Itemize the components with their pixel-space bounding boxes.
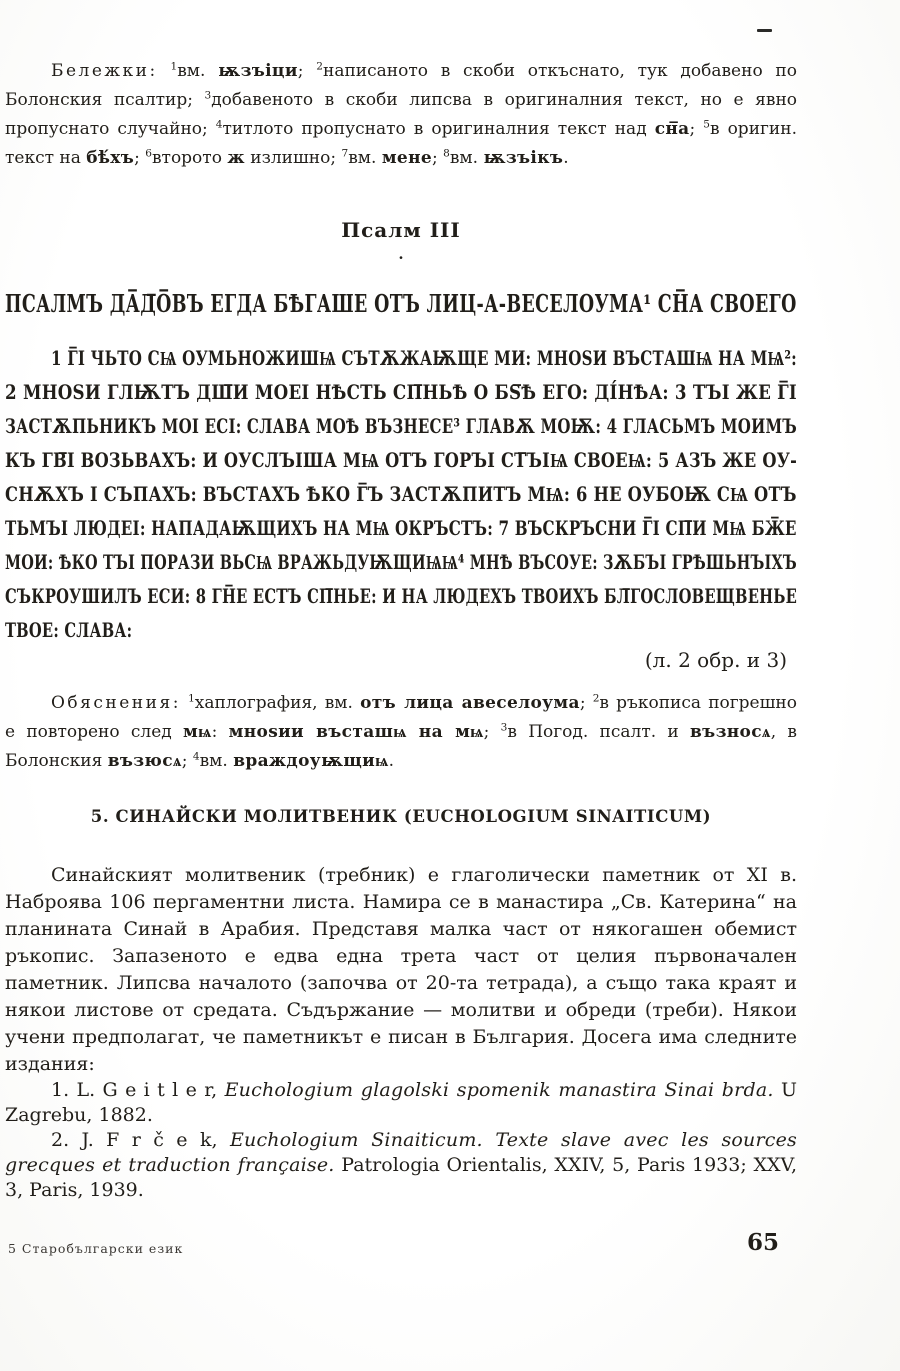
- explanations-paragraph: [5, 689, 797, 776]
- ocs-word: враждоуѭщиѩ: [233, 751, 389, 771]
- ocs-word: ѭзъіци: [218, 61, 298, 81]
- text-segment: излишно;: [244, 148, 342, 168]
- biblio-title: Euchologium glagolski spomenik manastira Sinai brda.: [224, 1079, 774, 1101]
- text-segment: в Погод. псалт. и: [507, 722, 691, 742]
- page-number: 65: [746, 1229, 779, 1256]
- text-segment: [158, 61, 171, 81]
- text-segment: Бележки:: [51, 61, 158, 81]
- psalm-line: ТВОЕ: СЛАВА:: [5, 618, 133, 642]
- text-segment: добавеното в скоби липсва в оригиналния текст, но е явно пропуснато случайно;: [5, 90, 798, 139]
- page-content: [5, 0, 797, 1256]
- text-segment: Обяснения:: [51, 693, 181, 713]
- text-segment: 1: [188, 692, 195, 705]
- text-segment: 6: [145, 147, 152, 160]
- text-segment: 3: [204, 89, 212, 102]
- text-segment: 7: [341, 147, 349, 160]
- psalm-line: СНѪХЪ І СЪПАХЪ: ВЪСТАХЪ ѢКО Г̅Ъ ЗАСТѪПИТЪ МѨ: 6 НЕ ОУБОѬ СѨ ОТЪ: [5, 482, 797, 506]
- folio-reference: (л. 2 обр. и 3): [644, 648, 787, 672]
- bibliography-entry: [5, 1078, 797, 1128]
- psalm-title-ocs: ПСАЛМЪ ДА̅Д̅О̅ВЪ ЕГДА БѢГАШЕ ОТЪ ЛИЦ-А-ВЕСЕЛОУМА¹ СН̅А СВОЕГО: [5, 289, 797, 318]
- text-segment: 4: [215, 118, 223, 131]
- signature-note: 5 Старобългарски език: [8, 1241, 184, 1256]
- biblio-author: 1. L. G e i t l e r,: [51, 1079, 225, 1101]
- text-segment: титлото пропуснато в оригиналния текст над: [222, 119, 655, 139]
- text-segment: 2: [316, 60, 323, 73]
- text-segment: вм.: [449, 148, 484, 168]
- text-segment: вм.: [199, 751, 234, 771]
- ocs-word: възюсѧ: [107, 751, 182, 771]
- ocs-word: мене: [381, 148, 433, 168]
- text-segment: в ръкописа погрешно е повторено след: [5, 693, 797, 742]
- psalm-body: [5, 341, 797, 647]
- ocs-word: отъ лица авеселоума: [360, 693, 580, 713]
- text-segment: ;: [181, 751, 193, 771]
- text-segment: , в Болонския: [5, 722, 797, 771]
- biblio-title: Euchologium Sinaiticum. Texte slave avec les sources grecques et traduction française.: [5, 1129, 798, 1176]
- corner-mark: [757, 29, 772, 32]
- text-segment: второто: [151, 148, 228, 168]
- psalm-line: МОИ: ѢКО ТЪІ ПОРАЗИ ВЬСѨ ВРАЖЬДУѬЩИѨѨ⁴ МНѢ ВЪСОУЕ: ЗѪБЪІ ГРѢШЬНЪІХЪ: [5, 550, 797, 574]
- text-segment: 8: [443, 147, 450, 160]
- psalm-line: СЪКРОУШИЛЪ ЕСИ: 8 ГН̅Е ЕСТЪ СП̅НЬЕ: И НА ЛЮДЕХЪ ТВОИХЪ БЛ̅ГОСЛОВЕЩВЕНЬЕ: [5, 584, 798, 608]
- ocs-word: ѭзъікъ: [483, 148, 564, 168]
- text-segment: ;: [134, 148, 146, 168]
- biblio-imprint: Patrologia Orientalis, XXIV, 5, Paris 1933; XXV, 3, Paris, 1939.: [5, 1154, 797, 1201]
- text-segment: .: [563, 148, 569, 168]
- biblio-imprint: U Zagrebu, 1882.: [5, 1079, 797, 1126]
- text-segment: 3: [500, 721, 508, 734]
- text-segment: ;: [297, 61, 317, 81]
- text-segment: ;: [689, 119, 704, 139]
- text-segment: :: [211, 722, 229, 742]
- ocs-word: възносѧ: [690, 722, 771, 742]
- psalm-line: КЪ ГВ̅І ВОЗЬВАХЪ: И ОУСЛЪІША МѨ ОТЪ ГОРЪІ СТ̅ЪІѨ СВОЕѨ: 5 АЗЪ ЖЕ ОУ-: [5, 448, 798, 472]
- ocs-word: сн̅а: [654, 119, 690, 139]
- psalm-line: 1 Г̅І ЧЬТО СѨ ОУМЬНОЖИШѨ СЪТѪЖАѬЩЕ МИ: МНОЅИ ВЪСТАШѨ НА МѨ²:: [51, 346, 797, 370]
- psalm-line: ЗАСТѪПЬНИКЪ МОІ ЕСІ: СЛАВА МОѢ ВЪЗНЕСЕ³ ГЛАВѪ МОѬ: 4 ГЛАСЬМЪ МОИМЪ: [5, 414, 797, 438]
- bibliography: [5, 1078, 797, 1203]
- text-segment: 5: [703, 118, 710, 131]
- ocs-word: бѣ́хъ: [86, 148, 135, 168]
- text-segment: ;: [579, 693, 593, 713]
- page-footer: [5, 1229, 797, 1256]
- psalm-line: 2 МНОЅИ ГЛѬТЪ ДШ̅И МОЕІ НѢСТЬ СП̅НЬѢ О БЅ̅Ѣ ЕГО: ДІ́НѢА: 3 ТЪІ ЖЕ Г̅І: [5, 380, 797, 404]
- text-segment: 2: [592, 692, 600, 705]
- biblio-author: 2. J. F r č e k,: [51, 1129, 230, 1151]
- bibliography-entry: [5, 1128, 797, 1203]
- psalm-heading: Псалм III: [341, 218, 461, 242]
- text-segment: .: [388, 751, 394, 771]
- ocs-word: мноѕии въсташѩ на мѩ: [228, 722, 484, 742]
- text-segment: хаплография, вм.: [194, 693, 361, 713]
- text-segment: 1: [170, 60, 178, 73]
- text-segment: вм.: [177, 61, 219, 81]
- ornament-dot: .: [398, 245, 404, 263]
- text-segment: 4: [192, 750, 200, 763]
- ocs-word: ж: [227, 148, 245, 168]
- text-segment: написаното в скоби откъснато, тук добавено по Болонския псалтир;: [5, 61, 797, 110]
- text-segment: в оригин. текст на: [5, 119, 797, 168]
- ocs-word: мѩ: [183, 722, 212, 742]
- section-heading: 5. СИНАЙСКИ МОЛИТВЕНИК (EUCHOLOGIUM SINAITICUM): [90, 807, 712, 826]
- text-segment: ;: [432, 148, 444, 168]
- notes-paragraph: [5, 0, 797, 173]
- psalm-line: ТЬМЪІ ЛЮДЕІ: НАПАДАѬЩИХЪ НА МѨ ОКРЪСТЪ: 7 ВЪСКРЪСНИ Г̅І СП̅И МѨ БЖ̅Е: [5, 516, 797, 540]
- text-segment: вм.: [348, 148, 382, 168]
- text-segment: ;: [483, 722, 501, 742]
- section-paragraph: Синайският молитвеник (требник) е глаголически паметник от XI в. Наброява 106 пергаментни листа. Намира се в манастира „Св. Катерина“ на планината Синай в Арабия. Представя малка част от някогашен обемист ръкопис. Запазеното е едва една трета част от целия първоначален паметник. Липсва началото (започва от 20-та тетрада), а също така краят и някои листове от средата. Съдържание — молитви и обреди (треби). Някои учени предполагат, че паметникът е писан в България. Досега има следните издания:: [5, 864, 797, 1075]
